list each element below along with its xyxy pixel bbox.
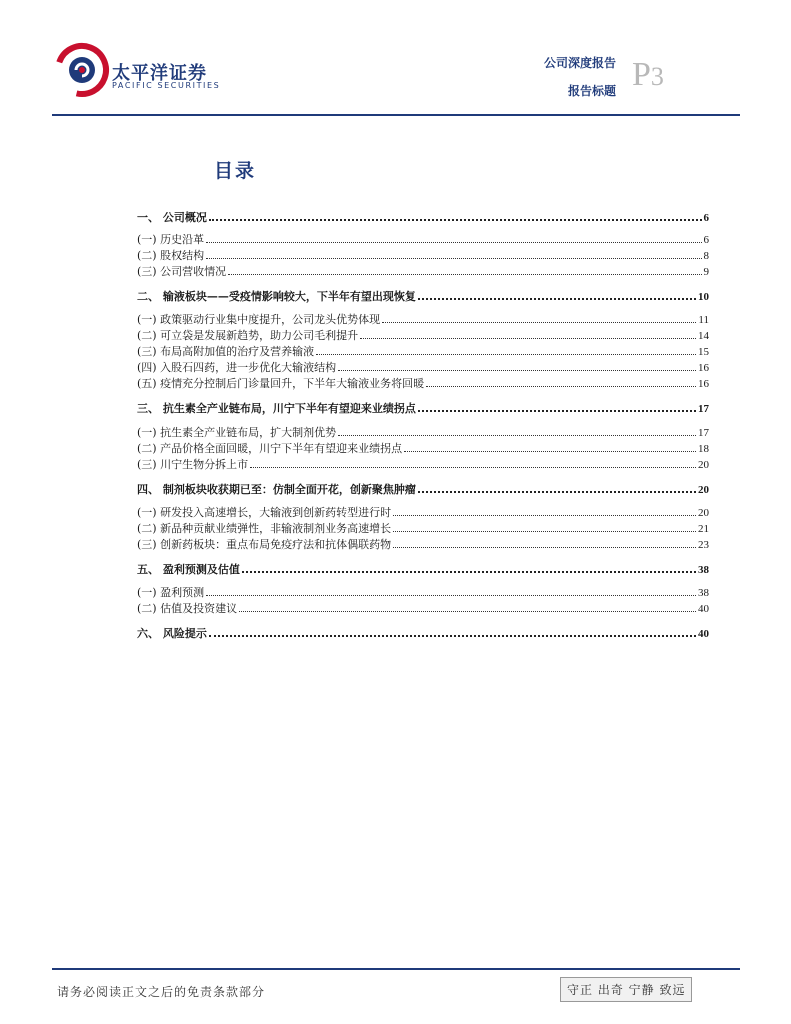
toc-section-link[interactable]	[137, 208, 709, 224]
toc-section-link[interactable]	[137, 399, 709, 415]
toc-entry-page: 15	[698, 346, 709, 358]
brand-name-english: PACIFIC SECURITIES	[112, 81, 221, 90]
report-title: 报告标题	[567, 84, 616, 98]
toc-entry-page: 20	[698, 507, 709, 519]
toc-dot-leader	[418, 287, 696, 300]
toc-entry-text: (二) 可立袋是发展新趋势，助力公司毛利提升	[137, 329, 359, 342]
toc-entry-text: (二) 估值及投资建议	[137, 602, 238, 615]
footer-divider	[52, 968, 740, 970]
toc-entry-text: (五) 疫情充分控制后门诊量回升，下半年大输液业务将回暖	[137, 377, 425, 390]
page-number	[632, 56, 664, 94]
toc-dot-leader	[228, 263, 701, 275]
toc-dot-leader	[209, 208, 702, 221]
toc-entry-page: 16	[698, 378, 709, 390]
toc-subsection-link[interactable]	[137, 375, 709, 391]
toc-entry-page: 18	[698, 443, 709, 455]
toc-subsection-link[interactable]	[137, 311, 709, 327]
toc-subsection-link[interactable]	[137, 247, 709, 263]
toc-subsection-link[interactable]	[137, 440, 709, 456]
toc-subsection-link[interactable]	[137, 343, 709, 359]
toc-section-link[interactable]	[137, 624, 709, 640]
toc-entry-page: 40	[698, 603, 709, 615]
toc-subsection-link[interactable]	[137, 536, 709, 552]
footer-disclaimer: 请务必阅读正文之后的免责条款部分	[57, 985, 266, 999]
toc-dot-leader	[316, 343, 696, 355]
toc-subsection-link[interactable]	[137, 504, 709, 520]
toc-section-link[interactable]	[137, 480, 709, 496]
toc-entry-page: 38	[698, 564, 709, 576]
toc-dot-leader	[206, 584, 696, 596]
toc-dot-leader	[404, 440, 696, 452]
page-digit: 3	[650, 62, 664, 91]
page-letter: P	[632, 56, 651, 93]
toc-entry-text: (一) 抗生素全产业链布局，扩大制剂优势	[137, 426, 337, 439]
toc-entry-text: 一、 公司概况	[137, 211, 207, 224]
toc-subsection-link[interactable]	[137, 359, 709, 375]
toc-entry-page: 21	[698, 523, 709, 535]
toc-entry-text: 六、 风险提示	[137, 627, 207, 640]
toc-dot-leader	[393, 520, 696, 532]
toc-entry-page: 10	[698, 291, 709, 303]
toc-dot-leader	[209, 624, 696, 637]
toc-dot-leader	[338, 424, 696, 436]
toc-dot-leader	[426, 375, 696, 387]
toc-entry-page: 6	[703, 212, 709, 224]
toc-entry-page: 16	[698, 362, 709, 374]
toc-entry-page: 17	[698, 403, 709, 415]
toc-entry-page: 6	[703, 234, 709, 246]
toc-entry-page: 11	[698, 314, 709, 326]
page-header	[0, 0, 791, 120]
toc-subsection-link[interactable]	[137, 600, 709, 616]
toc-subsection-link[interactable]	[137, 424, 709, 440]
toc-entry-text: (二) 新品种贡献业绩弹性，非输液制剂业务高速增长	[137, 522, 392, 535]
toc-entry-text: (四) 入股石四药，进一步优化大输液结构	[137, 361, 337, 374]
toc-entry-text: 三、 抗生素全产业链布局，川宁下半年有望迎来业绩拐点	[137, 402, 416, 415]
toc-entry-text: (一) 盈利预测	[137, 586, 205, 599]
toc-entry-text: 四、 制剂板块收获期已至：仿制全面开花，创新聚焦肿瘤	[137, 483, 416, 496]
toc-dot-leader	[382, 311, 696, 323]
toc-entry-text: 五、 盈利预测及估值	[137, 563, 240, 576]
toc-entry-page: 20	[698, 484, 709, 496]
toc-entry-text: (三) 公司营收情况	[137, 265, 227, 278]
toc-entry-text: (三) 布局高附加值的治疗及营养输液	[137, 345, 315, 358]
toc-entry-page: 9	[703, 266, 709, 278]
toc-subsection-link[interactable]	[137, 520, 709, 536]
toc-entry-page: 38	[698, 587, 709, 599]
report-type: 公司深度报告	[543, 56, 616, 70]
toc-entry-page: 23	[698, 539, 709, 551]
toc-subsection-link[interactable]	[137, 263, 709, 279]
toc-entry-text: (二) 产品价格全面回暖，川宁下半年有望迎来业绩拐点	[137, 442, 403, 455]
toc-dot-leader	[250, 456, 696, 468]
toc-entry-text: 二、 输液板块——受疫情影响较大，下半年有望出现恢复	[137, 290, 416, 303]
toc-dot-leader	[239, 600, 696, 612]
toc-dot-leader	[393, 504, 696, 516]
toc-entry-page: 17	[698, 427, 709, 439]
toc-entry-text: (二) 股权结构	[137, 249, 205, 262]
toc-subsection-link[interactable]	[137, 231, 709, 247]
toc-entry-text: (三) 川宁生物分拆上市	[137, 458, 249, 471]
toc-entry-page: 40	[698, 628, 709, 640]
toc-section-link[interactable]	[137, 287, 709, 303]
toc-entry-page: 8	[703, 250, 709, 262]
toc-title: 目录	[214, 160, 257, 182]
toc-subsection-link[interactable]	[137, 456, 709, 472]
toc-entry-text: (一) 政策驱动行业集中度提升，公司龙头优势体现	[137, 313, 381, 326]
toc-entry-text: (一) 研发投入高速增长，大输液到创新药转型进行时	[137, 506, 392, 519]
company-logo-icon	[52, 40, 112, 100]
toc-dot-leader	[338, 359, 696, 371]
toc-entry-page: 20	[698, 459, 709, 471]
brand-name: 太平洋证券	[112, 63, 207, 84]
toc-entry-text: (三) 创新药板块：重点布局免疫疗法和抗体偶联药物	[137, 538, 392, 551]
toc-dot-leader	[418, 480, 696, 493]
toc-entry-text: (一) 历史沿革	[137, 233, 205, 246]
toc-section-link[interactable]	[137, 560, 709, 576]
toc-entry-page: 14	[698, 330, 709, 342]
toc-dot-leader	[242, 560, 696, 573]
toc-dot-leader	[360, 327, 696, 339]
header-divider	[52, 114, 740, 116]
toc-dot-leader	[206, 231, 701, 243]
toc-subsection-link[interactable]	[137, 584, 709, 600]
footer-motto: 守正 出奇 宁静 致远	[560, 977, 692, 1002]
toc-dot-leader	[418, 399, 696, 412]
toc-dot-leader	[393, 536, 696, 548]
toc-dot-leader	[206, 247, 701, 259]
toc-subsection-link[interactable]	[137, 327, 709, 343]
